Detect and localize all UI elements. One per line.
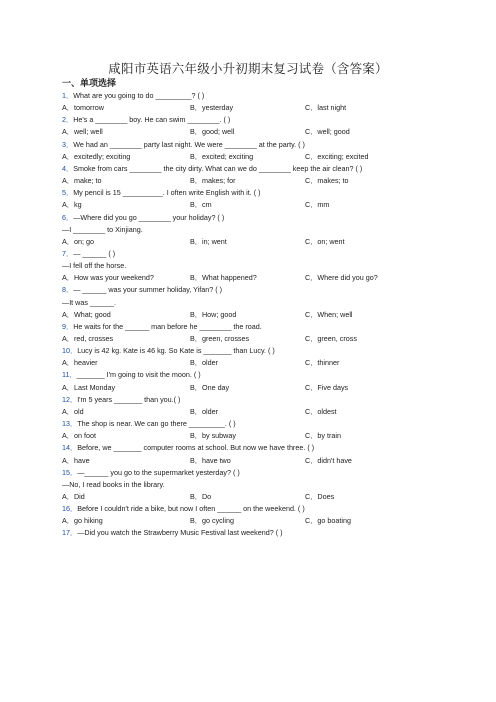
question-stem — [62, 164, 362, 173]
question-text: —Where did you go ________ your holiday? ( ) — [73, 212, 225, 222]
question-text: —Did you watch the Strawberry Music Festival last weekend? ( ) — [77, 528, 283, 538]
option-a: A．red, crosses — [62, 334, 114, 343]
option-c: C．exciting; excited — [305, 151, 369, 161]
question-number: 2． — [62, 115, 74, 125]
question-number: 16． — [62, 504, 78, 514]
option-c: C．well; good — [305, 127, 350, 137]
option-a: A．on foot — [62, 431, 96, 441]
question-number: 10． — [62, 346, 78, 356]
question-text: Before, we _______ computer rooms at school. But now we have three. ( ) — [77, 443, 315, 453]
option-c: C．oldest — [305, 406, 337, 416]
question-number: 13． — [62, 419, 78, 429]
question-number: 11． — [62, 370, 77, 380]
question-text: The shop is near. We can go there _________. ( ) — [77, 419, 236, 429]
option-b: B．older — [190, 406, 218, 416]
question-stem — [62, 213, 224, 222]
question-text: What are you going to do _________? ( ) — [73, 91, 205, 100]
option-b: B．green, crosses — [190, 334, 250, 343]
option-a: A．Did — [62, 491, 85, 501]
question-number: 7． — [62, 248, 74, 258]
option-c: C．Where did you go? — [305, 273, 378, 283]
option-c: C．makes; to — [305, 176, 349, 186]
page-title: 咸阳市英语六年级小升初期末复习试卷（含答案） — [108, 61, 388, 76]
question-stem — [62, 443, 314, 452]
option-b: B．How; good — [190, 309, 237, 319]
question-text: We had an ________ party last night. We were ________ at the party. ( ) — [73, 139, 305, 149]
option-c: C．on; went — [305, 236, 345, 246]
option-a: A．tomorrow — [62, 103, 104, 113]
option-b: B．have two — [190, 455, 231, 465]
option-b: B．What happened? — [190, 273, 257, 283]
option-c: C．Does — [305, 491, 335, 501]
question-stem — [62, 504, 305, 513]
option-c: C．go boating — [305, 516, 351, 526]
option-c: C．last night — [305, 103, 347, 113]
option-a: A．on; go — [62, 236, 94, 246]
question-number: 9． — [62, 321, 74, 331]
option-b: B．One day — [190, 382, 230, 392]
question-reply-line: —It was ______. — [62, 297, 116, 307]
question-text: — ______ ( ) — [73, 248, 116, 258]
section-heading: 一、单项选择 — [62, 79, 117, 89]
option-b: B．makes; for — [190, 176, 236, 186]
question-number: 12． — [62, 394, 78, 404]
option-c: C．thinner — [305, 358, 340, 368]
question-text: He's a ________ boy. He can swim ________. ( ) — [73, 115, 231, 125]
question-stem — [62, 91, 204, 100]
question-stem — [62, 419, 236, 428]
option-a: A．heavier — [62, 358, 98, 368]
question-reply-line: —No, I read books in the library. — [62, 479, 165, 489]
option-a: A．How was your weekend? — [62, 273, 154, 283]
question-text: He waits for the ______ man before he ________ the road. — [73, 321, 262, 331]
question-text: —______ you go to the supermarket yesterday? ( ) — [77, 467, 240, 477]
question-stem — [62, 346, 275, 355]
option-c: C．mm — [305, 200, 330, 210]
option-b: B．good; well — [190, 127, 235, 137]
option-b: B．older — [190, 358, 218, 368]
question-number: 17． — [62, 528, 78, 538]
question-stem — [62, 249, 115, 258]
option-c: C．by train — [305, 431, 341, 441]
option-a: A．well; well — [62, 127, 103, 137]
question-stem — [62, 322, 262, 331]
option-b: B．Do — [190, 491, 212, 501]
question-reply-line: —I fell off the horse. — [62, 261, 127, 271]
question-text: My pencil is 15 __________. I often write English with it. ( ) — [73, 188, 261, 198]
option-a: A．make; to — [62, 176, 102, 186]
question-stem — [62, 395, 180, 404]
question-text: Before I couldn't ride a bike, but now I often ______ on the weekend. ( ) — [77, 504, 305, 514]
question-number: 5． — [62, 188, 74, 198]
question-text: — ______ was your summer holiday, Yifan? ( ) — [73, 285, 223, 295]
question-number: 1． — [62, 91, 74, 100]
option-c: C．When; well — [305, 309, 353, 319]
option-c: C．green, cross — [305, 334, 357, 343]
question-number: 6． — [62, 212, 74, 222]
question-number: 15． — [62, 467, 78, 477]
option-a: A．go hiking — [62, 516, 103, 526]
option-a: A．old — [62, 406, 84, 416]
option-a: A．kg — [62, 200, 82, 210]
question-stem — [62, 285, 222, 294]
question-number: 8． — [62, 285, 74, 295]
question-reply-line: —I ________ to Xinjiang. — [62, 224, 143, 234]
option-b: B．cm — [190, 200, 212, 210]
question-number: 4． — [62, 163, 74, 173]
question-stem — [62, 115, 230, 124]
option-c: C．didn't have — [305, 455, 352, 465]
option-a: A．Last Monday — [62, 382, 116, 392]
option-a: A．have — [62, 455, 90, 465]
question-stem — [62, 370, 201, 379]
option-b: B．yesterday — [190, 103, 234, 113]
option-b: B．excited; exciting — [190, 151, 254, 161]
option-a: A．What; good — [62, 309, 111, 319]
question-text: I'm 5 years _______ than you.( ) — [77, 394, 181, 404]
question-number: 14． — [62, 443, 78, 453]
option-c: C．Five days — [305, 382, 349, 392]
question-stem — [62, 188, 261, 197]
question-stem — [62, 468, 240, 477]
option-b: B．in; went — [190, 236, 227, 246]
question-stem — [62, 140, 305, 149]
question-text: Smoke from cars ________ the city dirty. What can we do ________ keep the air clean? ( ) — [73, 163, 363, 173]
question-stem — [62, 528, 283, 537]
option-a: A．excitedly; exciting — [62, 151, 131, 161]
question-text: Lucy is 42 kg. Kate is 46 kg. So Kate is _______ than Lucy. ( ) — [77, 346, 275, 356]
question-number: 3． — [62, 139, 74, 149]
question-text: _______ I'm going to visit the moon. ( ) — [76, 370, 201, 380]
option-b: B．by subway — [190, 431, 236, 441]
option-b: B．go cycling — [190, 516, 234, 526]
